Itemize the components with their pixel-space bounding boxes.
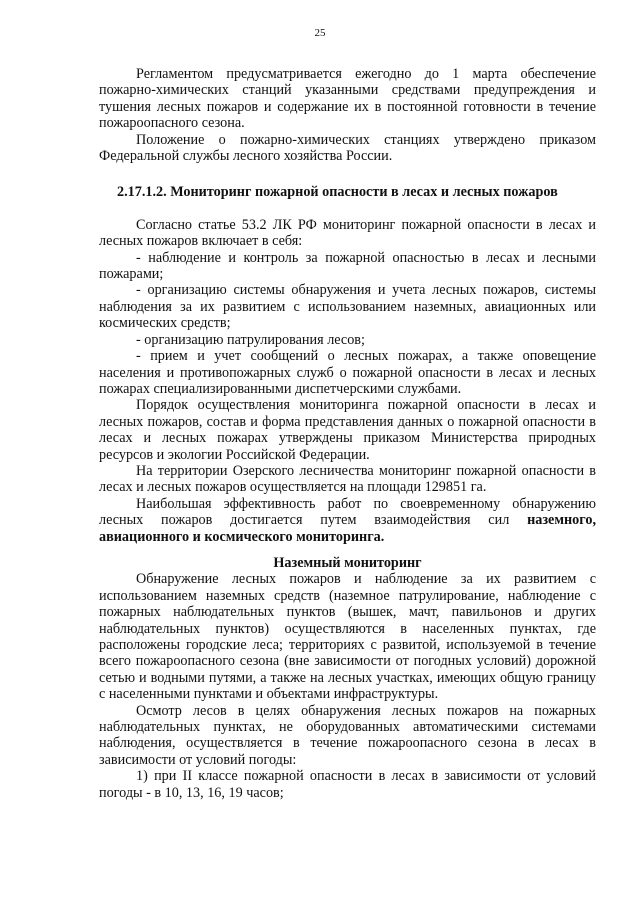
paragraph-stations-regulation: Положение о пожарно-химических станциях утверждено приказом Федеральной службы лесного хозяйства России. — [99, 131, 596, 165]
list-item-observation: - наблюдение и контроль за пожарной опасностью в лесах и лесными пожарами; — [99, 249, 596, 283]
effectiveness-bold-text: наземного, авиационного и космического мониторинга. — [99, 512, 596, 545]
paragraph-procedure: Порядок осуществления мониторинга пожарной опасности в лесах и лесных пожаров, состав и форма представления данных о пожарной опасности в лесах и лесных пожарах утверждены приказом Министерства природных ресурсов и экологии Российской Федерации. — [99, 397, 596, 463]
list-item-patrolling: - организацию патрулирования лесов; — [136, 331, 365, 348]
section-heading: 2.17.1.2. Мониторинг пожарной опасности в лесах и лесных пожаров — [117, 184, 558, 201]
paragraph-ground-detection: Обнаружение лесных пожаров и наблюдение за их развитием с использованием наземных средств (наземное патрулирование, наблюдение с пожарных наблюдательных пунктов (вышек, мачт, павильонов и других наблюдательных пунктов) осуществляются в населенных пунктах, где расположены городские леса; территориях с развитой, используемой в течение всего пожароопасного сезона (вне зависимости от погодных условий) дорожной сетью и водными путями, а также на лесных участках, имеющих общую границу с населенными пунктами и объектами инфраструктуры. — [99, 571, 596, 703]
paragraph-class-two: 1) при II классе пожарной опасности в лесах в зависимости от условий погоды - в 10, 13, 16, 19 часов; — [99, 768, 596, 801]
list-item-detection-system: - организацию системы обнаружения и учета лесных пожаров, системы наблюдения за их развитием с использованием наземных, авиационных или космических средств; — [99, 282, 596, 332]
effectiveness-text: Наибольшая эффективность работ по своевременному обнаружению лесных пожаров достигается путем взаимодействия сил — [99, 495, 596, 529]
page-content — [99, 66, 596, 801]
paragraph-territory: На территории Озерского лесничества мониторинг пожарной опасности в лесах и лесных пожаров осуществляется на площади 129851 га. — [99, 462, 596, 496]
list-item-reports: - прием и учет сообщений о лесных пожарах, а также оповещение населения и противопожарных служб о пожарной опасности в лесах и лесных пожарах специализированными диспетчерскими службами. — [99, 348, 596, 397]
paragraph-effectiveness — [99, 496, 596, 545]
paragraph-inspection: Осмотр лесов в целях обнаружения лесных пожаров на пожарных наблюдательных пунктах, не оборудованных автоматическими системами наблюдения, осуществляется в течение пожароопасного сезона в лесах в зависимости от условий погоды: — [99, 702, 596, 768]
paragraph-monitoring-intro: Согласно статье 53.2 ЛК РФ мониторинг пожарной опасности в лесах и лесных пожаров включает в себя: — [99, 216, 596, 250]
page-number: 25 — [314, 27, 326, 39]
ground-monitoring-heading: Наземный мониторинг — [273, 554, 422, 571]
paragraph-regulation: Регламентом предусматривается ежегодно до 1 марта обеспечение пожарно-химических станций указанными средствами предупреждения и тушения лесных пожаров и содержание их в постоянной готовности в течение пожароопасного сезона. — [99, 66, 596, 132]
